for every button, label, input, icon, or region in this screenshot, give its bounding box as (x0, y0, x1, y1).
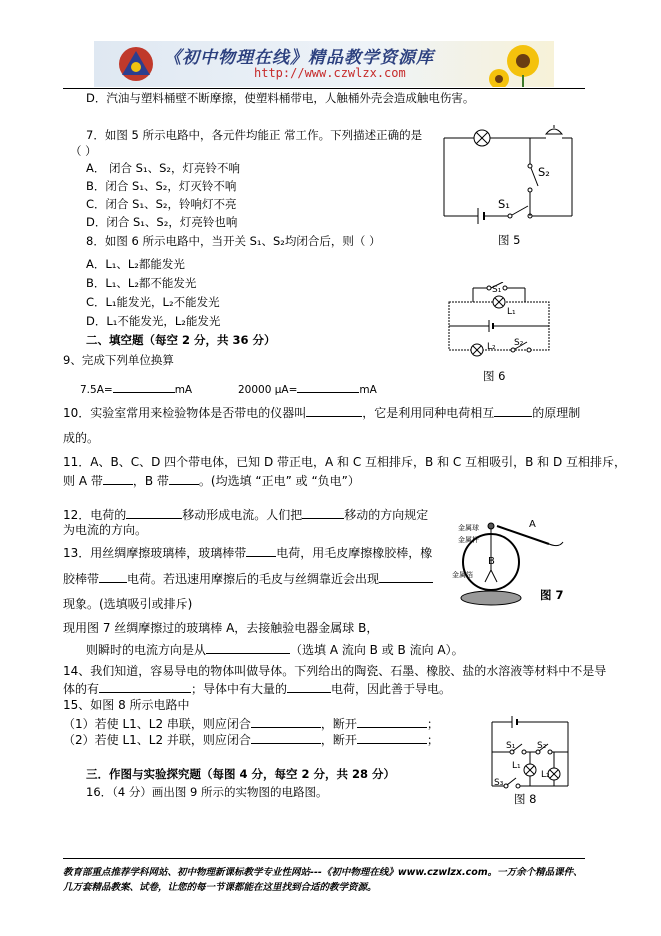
fig6-l2-label: L₂ (487, 342, 496, 352)
q15-p1-text-a: （1）若使 L1、L2 串联，则应闭合 (63, 717, 251, 731)
fig8-l1-label: L₁ (512, 761, 521, 771)
q14-text-a: 体的有 (63, 682, 100, 696)
q14-blank2[interactable] (287, 680, 331, 693)
q6-option-d: D．汽油与塑料桶壁不断摩擦，使塑料桶带电，人触桶外壳会造成触电伤害。 (86, 91, 475, 105)
site-logo-icon (116, 45, 156, 83)
q15-p2-text-a: （2）若使 L1、L2 并联，则应闭合 (63, 733, 251, 747)
fig6-s2-label: S₂ (514, 338, 524, 348)
q13-line2 (63, 570, 433, 587)
q10-line2: 成的。 (63, 431, 100, 445)
q13-text-e: 则瞬时的电流方向是从 (86, 643, 207, 657)
fig6-caption: 图 6 (483, 369, 506, 383)
footer-line2: 几万套精品教案、试卷，让您的每一节课都能在这里找到合适的教学资源。 (63, 882, 377, 893)
fig7-label-foil: 金属箔 (452, 571, 473, 579)
q12-text-b: 移动形成电流。人们把 (182, 508, 303, 522)
q15-p1-text-b: ，断开 (320, 717, 357, 731)
q9-blank2[interactable] (297, 380, 359, 393)
q15-stem: 15、如图 8 所示电路中 (63, 698, 190, 712)
q9-stem: 9、完成下列单位换算 (63, 353, 174, 367)
q13-blank3[interactable] (379, 570, 433, 583)
q8-option-c: C．L₁能发光，L₂不能发光 (86, 295, 220, 309)
q13-line4: 现用图 7 丝绸摩擦过的玻璃棒 A，去接触验电器金属球 B， (63, 621, 379, 635)
q12-line1 (63, 506, 428, 523)
fig8-s2-label: S₂ (537, 741, 547, 751)
q11-blank1[interactable] (103, 472, 133, 485)
q8-option-d: D．L₁不能发光，L₂能发光 (86, 314, 221, 328)
q7-option-a: A． 闭合 S₁、S₂，灯亮铃不响 (86, 161, 240, 175)
footer-rule (63, 858, 585, 859)
q8-option-a: A．L₁、L₂都能发光 (86, 257, 185, 271)
fig7-label-ball: 金属球 (458, 524, 479, 532)
q10-text-c: 的原理制 (532, 406, 581, 420)
fig8-s3-label: S₃ (494, 778, 504, 788)
q10-line1 (63, 404, 580, 421)
q14-line2 (63, 680, 451, 697)
q14-line1: 14、我们知道，容易导电的物体叫做导体。下列给出的陶瓷、石墨、橡胶、盐的水溶液等材料中不是导 (63, 664, 607, 678)
q10-text-a: 10．实验室常用来检验物体是否带电的仪器叫 (63, 406, 307, 420)
q15-part1 (63, 715, 439, 732)
q13-line5 (86, 641, 464, 658)
q13-text-d: 电荷。若迅速用摩擦后的毛皮与丝绸靠近会出现 (127, 572, 380, 586)
fig8-s1-label: S₁ (506, 741, 516, 751)
fig5-caption: 图 5 (498, 233, 521, 247)
q13-text-c: 胶棒带 (63, 572, 100, 586)
q15-p2-text-c: ； (426, 733, 439, 747)
q7-option-d: D．闭合 S₁、S₂，灯亮铃也响 (86, 215, 238, 229)
q13-text-a: 13．用丝绸摩擦玻璃棒，玻璃棒带 (63, 546, 247, 560)
q13-text-b: 电荷，用毛皮摩擦橡胶棒，橡 (276, 546, 433, 560)
q15-p1-text-c: ； (426, 717, 439, 731)
q10-blank2[interactable] (494, 404, 532, 417)
q8-option-b: B．L₁、L₂都不能发光 (86, 276, 197, 290)
q8-stem: 8．如图 6 所示电路中，当开关 S₁、S₂均闭合后，则（ ） (86, 234, 381, 248)
fig6-l1-label: L₁ (507, 307, 516, 317)
q13-blank4[interactable] (206, 641, 290, 654)
q9-item1-prefix: 7.5A= (80, 384, 113, 396)
header-banner (94, 41, 554, 87)
q10-text-b: ，它是利用同种电荷相互 (362, 406, 495, 420)
fig8-caption: 图 8 (514, 792, 537, 806)
q15-blank1[interactable] (251, 715, 321, 728)
q15-part2 (63, 731, 439, 748)
q11-blank2[interactable] (169, 472, 199, 485)
q9-item1-unit: mA (174, 384, 193, 396)
q13-blank1[interactable] (246, 544, 276, 557)
banner-url: http://www.czwlzx.com (254, 66, 406, 80)
q9-blank1[interactable] (113, 380, 175, 393)
q9-item2-unit: mA (359, 384, 377, 396)
section3-heading: 三．作图与实验探究题（每图 4 分，每空 2 分，共 28 分） (86, 767, 396, 781)
q9-item2 (238, 380, 377, 398)
q13-blank2[interactable] (99, 570, 127, 583)
fig7-label-b: B (488, 556, 495, 567)
q13-line3: 现象。(选填吸引或排斥) (63, 597, 193, 611)
figure5-circuit (438, 124, 578, 230)
q12-line2: 为电流的方向。 (63, 523, 148, 537)
q11-line1: 11．A、B、C、D 四个带电体，已知 D 带正电，A 和 C 互相排斥，B 和 C 互相吸引，B 和 D 互相排斥， (63, 455, 627, 469)
q12-blank1[interactable] (126, 506, 182, 519)
fig8-l2-label: L₂ (541, 770, 550, 780)
q9-item1 (80, 380, 192, 398)
q7-option-c: C．闭合 S₁、S₂，铃响灯不亮 (86, 197, 237, 211)
q9-item2-prefix: 20000 μA= (238, 384, 298, 396)
fig7-caption: 图 7 (540, 588, 564, 602)
q16-stem: 16．（4 分）画出图 9 所示的实物图的电路图。 (86, 785, 328, 799)
fig7-label-rod: 金属杆 (458, 536, 479, 544)
q13-text-f: （选填 A 流向 B 或 B 流向 A）。 (290, 643, 464, 657)
q12-text-a: 12．电荷的 (63, 508, 127, 522)
q12-blank2[interactable] (302, 506, 344, 519)
q14-blank1[interactable] (99, 680, 191, 693)
q7-stem: 7．如图 5 所示电路中，各元件均能正 常工作。下列描述正确的是 (86, 128, 423, 142)
q14-text-b: ；导体中有大量的 (191, 682, 288, 696)
fig6-s1-label: S₁ (492, 285, 502, 295)
header-rule (63, 88, 585, 89)
q7-answer-paren: （ ） (70, 144, 97, 158)
q11-text-b: ，B 带 (132, 474, 169, 488)
q15-blank3[interactable] (251, 731, 321, 744)
q15-p2-text-b: ，断开 (320, 733, 357, 747)
q13-line1 (63, 544, 432, 561)
q12-text-c: 移动的方向规定 (344, 508, 429, 522)
q10-blank1[interactable] (306, 404, 362, 417)
q11-text-c: 。(均选填 “正电” 或 “负电”） (198, 474, 360, 488)
q15-blank2[interactable] (357, 715, 427, 728)
fig5-s1-label: S₁ (498, 197, 510, 211)
sunflower-icon (489, 41, 554, 87)
q11-line2 (63, 472, 360, 489)
q11-text-a: 则 A 带 (63, 474, 103, 488)
q14-text-c: 电荷，因此善于导电。 (331, 682, 452, 696)
fig7-label-a: A (529, 519, 536, 530)
banner-title: 《初中物理在线》精品教学资源库 (164, 48, 434, 68)
q7-option-b: B．闭合 S₁、S₂，灯灭铃不响 (86, 179, 237, 193)
footer-line1: 教育部重点推荐学科网站、初中物理新课标教学专业性网站---《初中物理在线》www.czwlzx.com。一万余个精品课件、 (63, 867, 583, 878)
section2-heading: 二、填空题（每空 2 分，共 36 分） (86, 333, 276, 347)
q15-blank4[interactable] (357, 731, 427, 744)
fig5-s2-label: S₂ (538, 165, 550, 179)
